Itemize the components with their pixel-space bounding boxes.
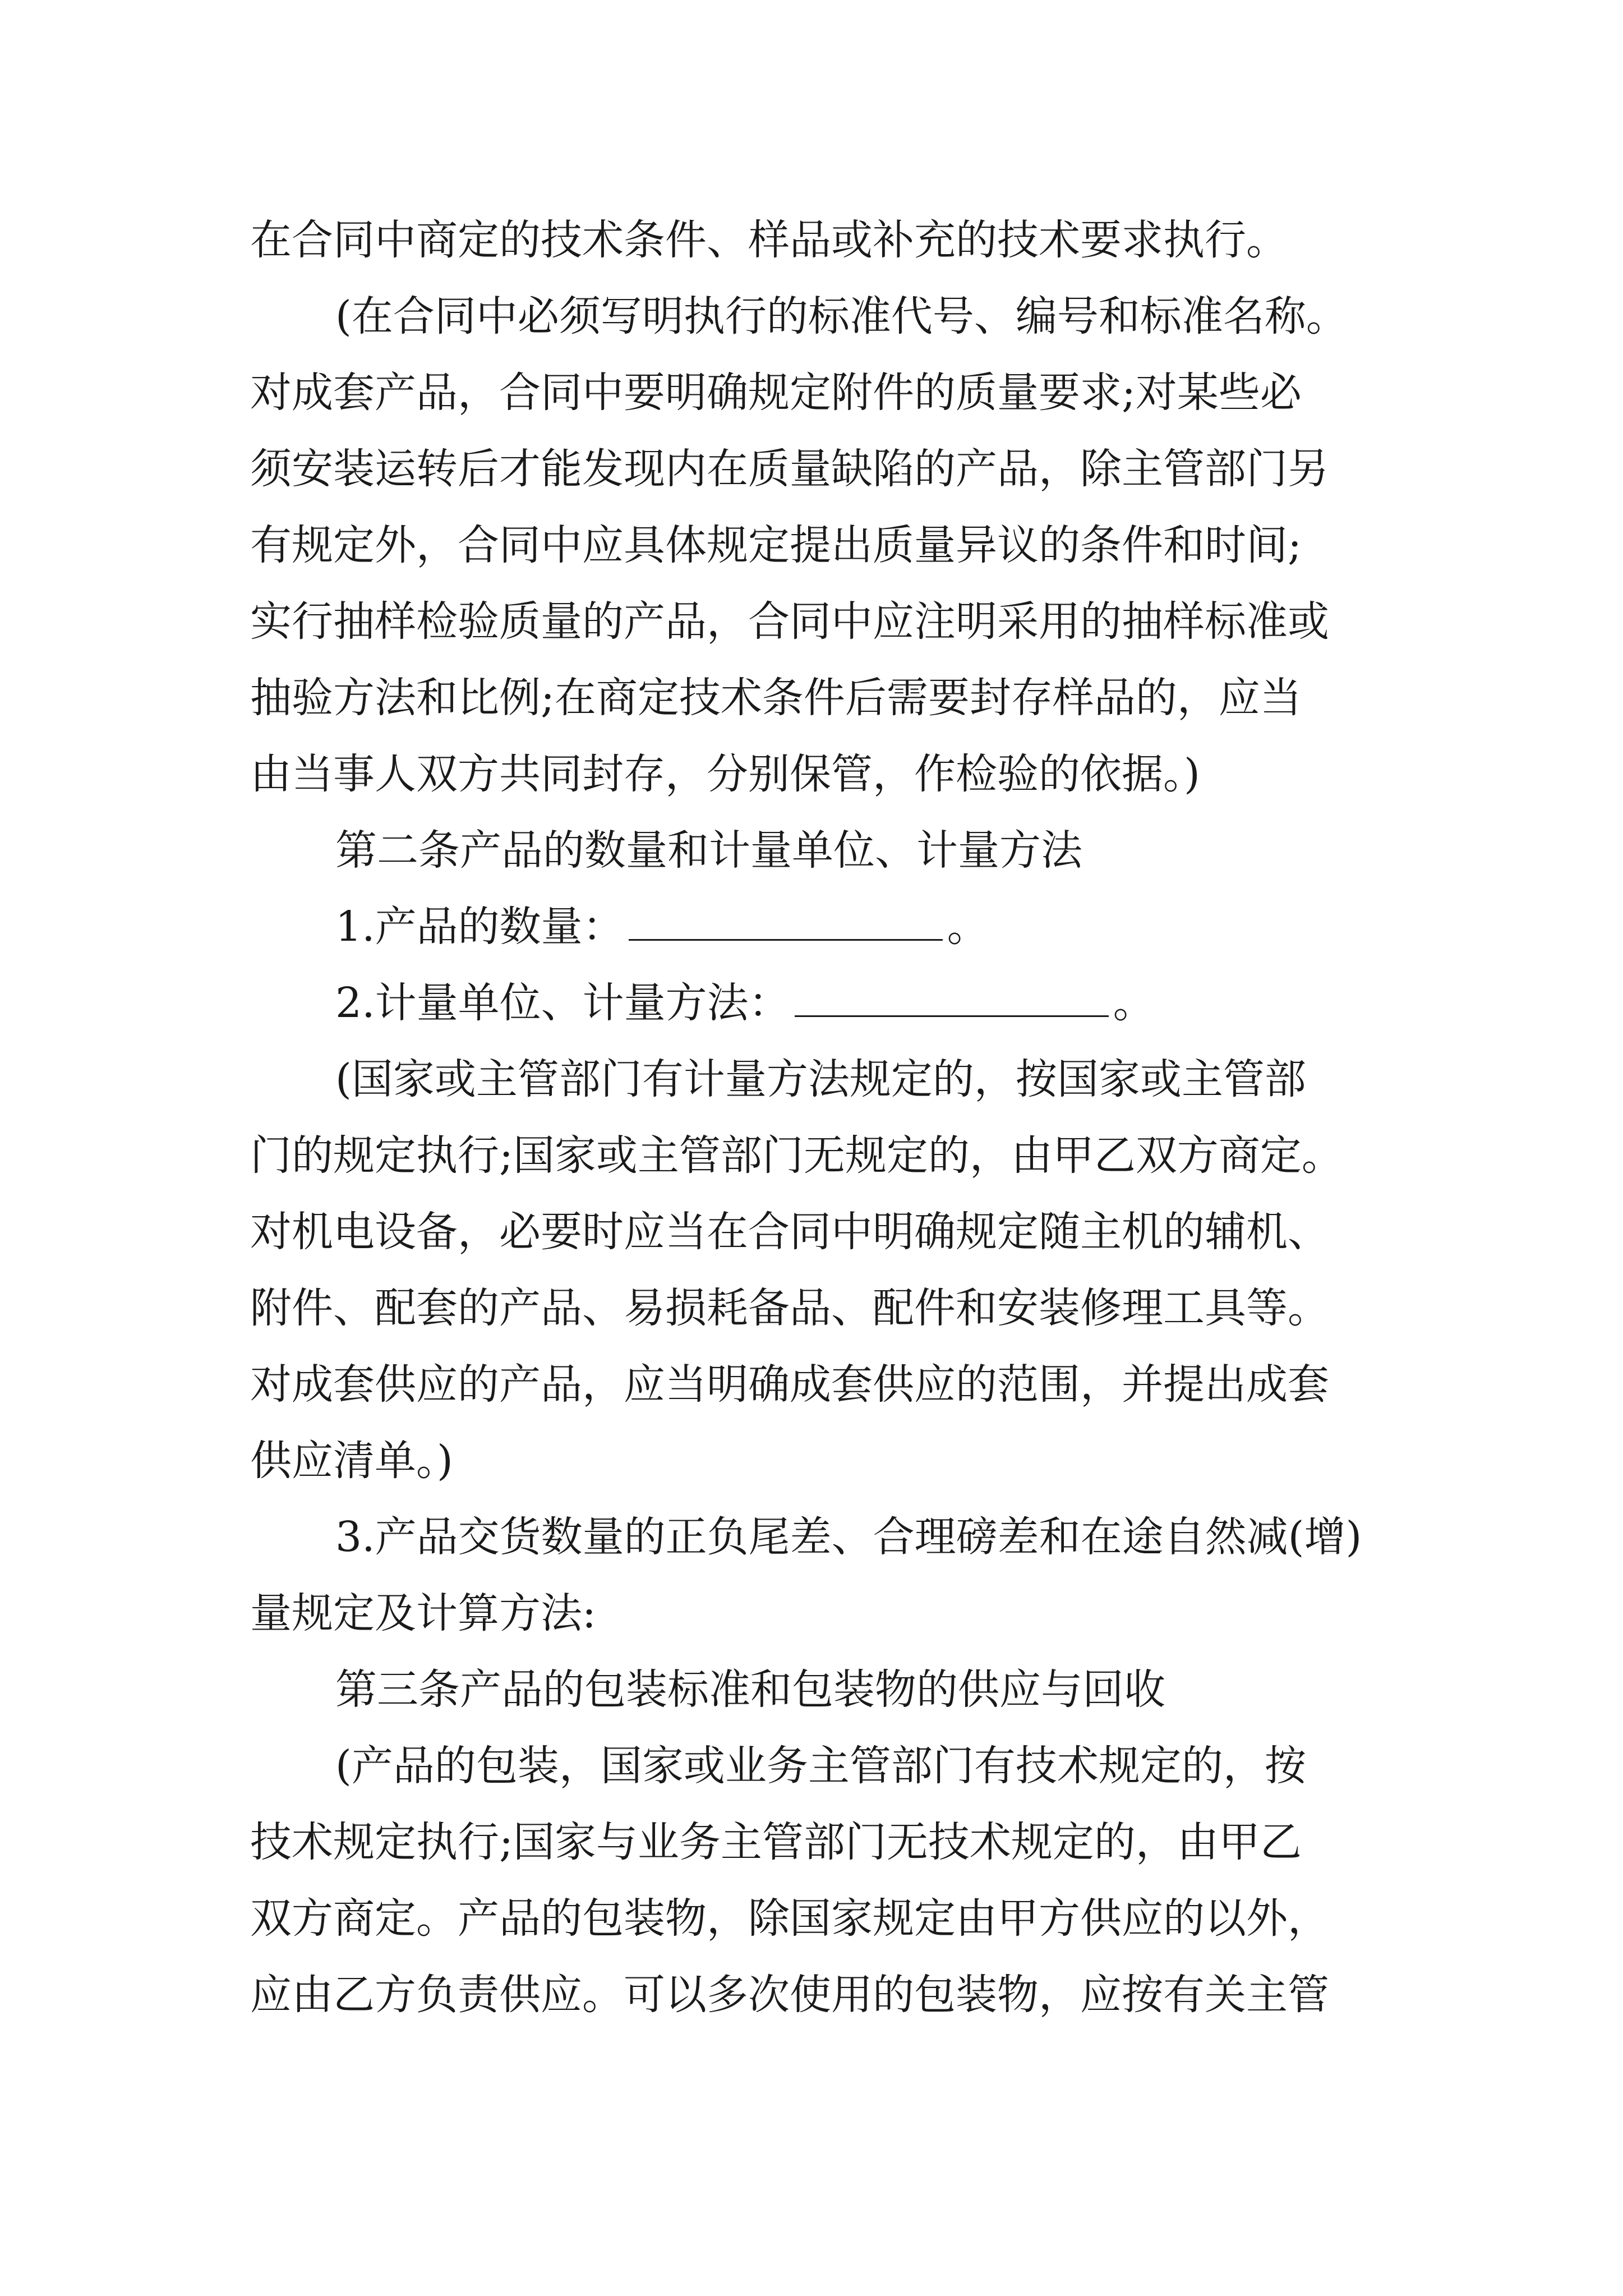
paragraph-line: 双方商定。产品的包装物，除国家规定由甲方供应的以外， <box>250 1894 1329 1943</box>
section-heading-article-2: 第二条产品的数量和计量单位、计量方法 <box>335 826 1082 875</box>
paragraph-line: 对成套产品，合同中要明确规定附件的质量要求;对某些必 <box>250 369 1302 417</box>
paragraph-line: 3.产品交货数量的正负尾差、合理磅差和在途自然减(增) <box>335 1513 1362 1561</box>
paragraph-line: (在合同中必须写明执行的标准代号、编号和标准名称。 <box>335 292 1348 341</box>
unit-method-item <box>250 965 1372 1041</box>
unit-method-label: 2.计量单位、计量方法： <box>335 979 790 1027</box>
quantity-end: 。 <box>947 903 989 951</box>
section-heading-article-3: 第三条产品的包装标准和包装物的供应与回收 <box>335 1665 1165 1714</box>
paragraph-line: 对成套供应的产品，应当明确成套供应的范围，并提出成套 <box>250 1360 1329 1409</box>
paragraph-line: 对机电设备，必要时应当在合同中明确规定随主机的辅机、 <box>250 1208 1329 1256</box>
paragraph-line: 有规定外，合同中应具体规定提出质量异议的条件和时间; <box>250 521 1302 569</box>
paragraph-line: 由当事人双方共同封存，分别保管，作检验的依据。) <box>250 750 1200 798</box>
paragraph-line: 技术规定执行;国家与业务主管部门无技术规定的，由甲乙 <box>250 1818 1302 1866</box>
document-body <box>250 202 1372 2033</box>
paragraph-line: 抽验方法和比例;在商定技术条件后需要封存样品的，应当 <box>250 674 1302 722</box>
quantity-item <box>250 889 1372 965</box>
paragraph-line: 门的规定执行;国家或主管部门无规定的，由甲乙双方商定。 <box>250 1131 1343 1180</box>
quantity-label: 1.产品的数量： <box>335 903 624 951</box>
paragraph-line: 应由乙方负责供应。可以多次使用的包装物，应按有关主管 <box>250 1971 1329 2019</box>
paragraph-line: (产品的包装，国家或业务主管部门有技术规定的，按 <box>335 1742 1306 1790</box>
unit-method-end: 。 <box>1113 979 1155 1027</box>
paragraph-line: 实行抽样检验质量的产品，合同中应注明采用的抽样标准或 <box>250 597 1329 646</box>
paragraph-line: 须安装运转后才能发现内在质量缺陷的产品，除主管部门另 <box>250 445 1329 493</box>
quantity-blank-field[interactable] <box>629 902 943 941</box>
paragraph-line: (国家或主管部门有计量方法规定的，按国家或主管部 <box>335 1055 1306 1103</box>
paragraph-line: 量规定及计算方法: <box>250 1589 596 1637</box>
unit-method-blank-field[interactable] <box>795 978 1109 1017</box>
paragraph-line: 供应清单。) <box>250 1437 453 1485</box>
paragraph-line: 在合同中商定的技术条件、样品或补充的技术要求执行。 <box>250 216 1288 264</box>
paragraph-line: 附件、配套的产品、易损耗备品、配件和安装修理工具等。 <box>250 1284 1329 1332</box>
